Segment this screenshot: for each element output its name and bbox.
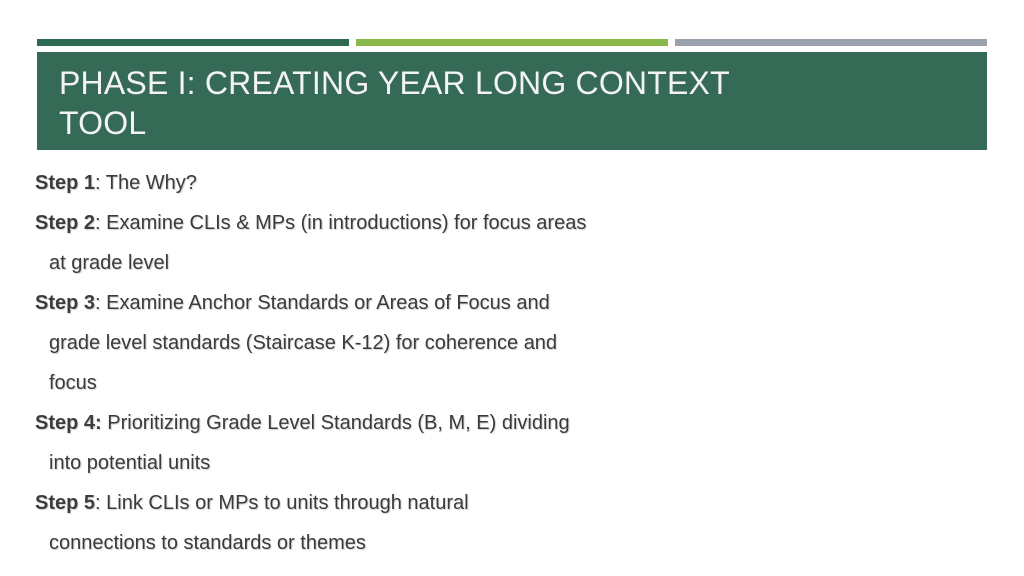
step-5-text: : Link CLIs or MPs to units through natural: [95, 492, 469, 514]
step-1: [35, 166, 995, 206]
slide-title: PHASE I: CREATING YEAR LONG CONTEXT TOOL: [59, 65, 730, 141]
step-3-continuation-2: focus: [49, 372, 97, 394]
step-5-label: Step 5: [35, 492, 96, 514]
step-3-continuation-1: grade level standards (Staircase K-12) for coherence and: [49, 332, 558, 354]
title-band: [37, 52, 987, 150]
accent-bar-dark-green: [37, 39, 349, 46]
accent-bar-light-green: [356, 39, 668, 46]
step-2-label: Step 2: [35, 212, 96, 234]
step-1-label: Step 1: [35, 172, 96, 194]
step-4: [35, 406, 995, 446]
step-5-continuation: connections to standards or themes: [49, 532, 366, 554]
step-2-continuation: at grade level: [49, 252, 170, 274]
step-4-continuation: into potential units: [49, 452, 211, 474]
step-4-text: Prioritizing Grade Level Standards (B, M, E) dividing: [101, 412, 570, 434]
step-5: [35, 486, 995, 526]
step-3-text: : Examine Anchor Standards or Areas of Focus and: [95, 292, 550, 314]
step-1-text: : The Why?: [95, 172, 197, 194]
accent-bar-gray: [675, 39, 987, 46]
step-2-text: : Examine CLIs & MPs (in introductions) for focus areas: [95, 212, 587, 234]
step-3-label: Step 3: [35, 292, 96, 314]
step-3: [35, 286, 995, 326]
step-4-label: Step 4:: [35, 412, 102, 434]
steps-list: [35, 166, 995, 566]
step-2: [35, 206, 995, 246]
